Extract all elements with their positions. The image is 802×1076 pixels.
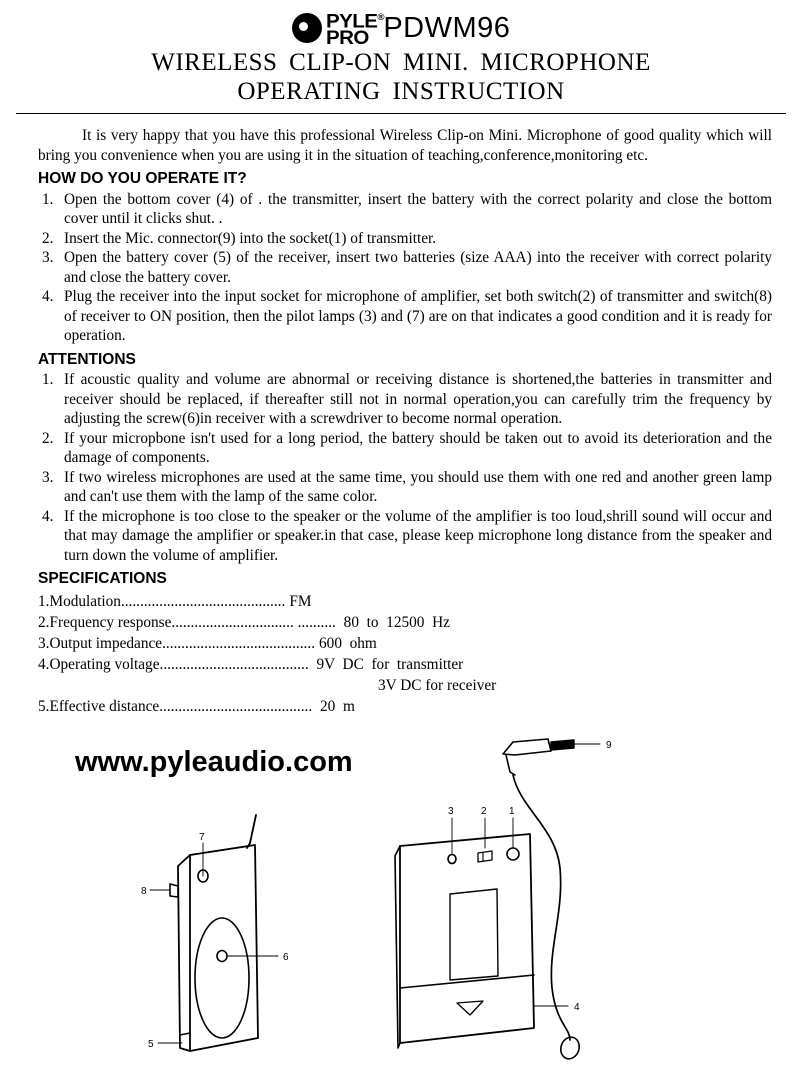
transmitter-bottom-cover-4 [400, 975, 534, 988]
list-text: Open the battery cover (5) of the receiver, insert two batteries (size AAA) into the receiver with correct polarity and close the battery cover. [64, 249, 772, 286]
list-item [38, 248, 772, 287]
transmitter-switch-2 [478, 851, 492, 862]
receiver-battery-cover-5 [195, 918, 249, 1038]
doc-title-line-2: OPERATING INSTRUCTION [237, 78, 565, 105]
list-item [38, 507, 772, 566]
pyle-pro-wordmark [325, 9, 384, 50]
list-text: Open the bottom cover (4) of . the transmitter, insert the battery with the correct polarity and close the bottom cover until it clicks shut. . [64, 190, 772, 227]
transmitter-lamp-3 [448, 855, 456, 864]
receiver-side [178, 855, 190, 1051]
list-text: If your micropbone isn't used for a long period, the battery should be taken out to avoid its deterioration and the damage of components. [64, 429, 772, 466]
intro-paragraph: It is very happy that you have this professional Wireless Clip-on Mini. Microphone of good quality which will bring you convenience when you are using it in the situation of teaching,conference,monitoring etc. [38, 127, 772, 164]
website-text: www.pyleaudio.com [75, 746, 353, 778]
list-text: If acoustic quality and volume are abnormal or receiving distance is shortened,the batteries in transmitter and receiver should be replaced, if thereafter still not in normal operation,you can carefully trim the frequency by adjusting the screw(6)in receiver with a screwdriver to become normal operation. [64, 371, 772, 427]
spec-label: Modulation [49, 592, 121, 610]
spec-label: Effective distance [49, 697, 160, 715]
list-number: 3. [42, 468, 54, 486]
brand-line-2: PRO [325, 28, 369, 50]
spec-number: 1. [38, 592, 50, 610]
callout-label-1: 1 [509, 806, 515, 817]
list-number: 4. [42, 507, 54, 525]
heading-how-do-you-operate: HOW DO YOU OPERATE IT? [38, 170, 247, 187]
receiver-screw-6 [217, 951, 227, 962]
heading-attentions: ATTENTIONS [38, 350, 136, 368]
spec-number: 4. [38, 655, 50, 673]
callout-label-3: 3 [448, 806, 454, 817]
doc-title-line-1: WIRELESS CLIP-ON MINI. MICROPHONE [151, 49, 651, 76]
document-page [0, 8, 802, 1076]
spec-leader-dots: ................................ .......... [171, 613, 336, 631]
brand-header [0, 8, 802, 48]
pyle-pro-logo [292, 9, 384, 50]
list-item [38, 229, 772, 249]
pyle-disc-icon [292, 13, 322, 43]
list-text: Insert the Mic. connector(9) into the socket(1) of transmitter. [64, 229, 437, 247]
list-text: If two wireless microphones are used at the same time, you should use them with one red and another green lamp and can't use them with the lamp of the same color. [64, 468, 772, 505]
list-number: 1. [42, 371, 54, 388]
product-diagram [0, 698, 802, 1076]
list-item [38, 468, 772, 507]
list-number: 1. [42, 190, 54, 208]
spec-number: 2. [38, 613, 50, 631]
callout-label-8: 8 [141, 886, 147, 897]
mic-plug-tip [551, 740, 574, 750]
receiver-switch-8 [170, 884, 178, 897]
spec-sub-value: 3V DC for receiver [378, 676, 497, 694]
spec-label: Output impedance [49, 634, 163, 652]
callout-label-2: 2 [481, 806, 487, 817]
attentions-list [38, 370, 772, 565]
spec-value: 80 to 12500 Hz [339, 613, 450, 631]
spec-row [38, 633, 772, 654]
brand-line-1: PYLE® [325, 11, 384, 33]
spec-label: Operating voltage [49, 655, 160, 673]
callout-label-7: 7 [199, 832, 205, 843]
mic-plug-body [503, 739, 551, 755]
document-body [0, 114, 802, 717]
spec-value: 20 m [316, 697, 355, 715]
spec-number: 3. [38, 634, 50, 652]
callout-label-5: 5 [148, 1039, 154, 1050]
callout-label-9: 9 [606, 740, 612, 751]
operate-steps-list [38, 190, 772, 346]
transmitter-panel [450, 889, 498, 980]
registered-mark: ® [377, 11, 384, 22]
spec-value: 600 ohm [319, 634, 377, 652]
heading-specifications: SPECIFICATIONS [38, 570, 167, 587]
spec-leader-dots: ....................................... [159, 655, 309, 673]
model-number: PDWM96 [383, 11, 511, 44]
list-item [38, 190, 772, 229]
list-text: If the microphone is too close to the speaker or the volume of the amplifier is too loud,shrill sound will occur and that may damage the amplifier or speaker.in that case, please keep microphone long distance from the speaker and turn down the volume of amplifier. [64, 507, 772, 564]
transmitter-triangle-marker [457, 1001, 483, 1015]
list-number: 4. [42, 288, 54, 305]
mic-plug-neck [506, 755, 515, 775]
spec-number: 5. [38, 697, 50, 715]
spec-leader-dots: ........................................ [162, 634, 316, 652]
spec-value: FM [289, 592, 312, 610]
list-number: 2. [42, 429, 54, 447]
list-number: 3. [42, 249, 54, 266]
spec-label: Frequency response [49, 613, 172, 631]
callout-label-4: 4 [574, 1002, 580, 1013]
list-item [38, 429, 772, 468]
receiver-antenna [250, 815, 256, 843]
spec-leader-dots: ........................................... [120, 592, 286, 610]
callout-label-6: 6 [283, 952, 289, 963]
spec-row [38, 612, 772, 633]
spec-value: 9V DC for transmitter [312, 655, 464, 673]
transmitter-socket-1 [507, 848, 519, 860]
spec-row [38, 654, 772, 675]
list-item [38, 370, 772, 429]
spec-row [38, 591, 772, 612]
mic-cable [513, 775, 570, 1040]
list-text: Plug the receiver into the input socket for microphone of amplifier, set both switch(2) of transmitter and switch(8) of receiver to ON position, then the pilot lamps (3) and (7) are on that indicates a good condition and it is ready for operation. [64, 288, 772, 344]
receiver-body [190, 845, 258, 1051]
list-item [38, 287, 772, 346]
spec-leader-dots: ........................................ [159, 697, 313, 715]
list-number: 2. [42, 229, 54, 247]
